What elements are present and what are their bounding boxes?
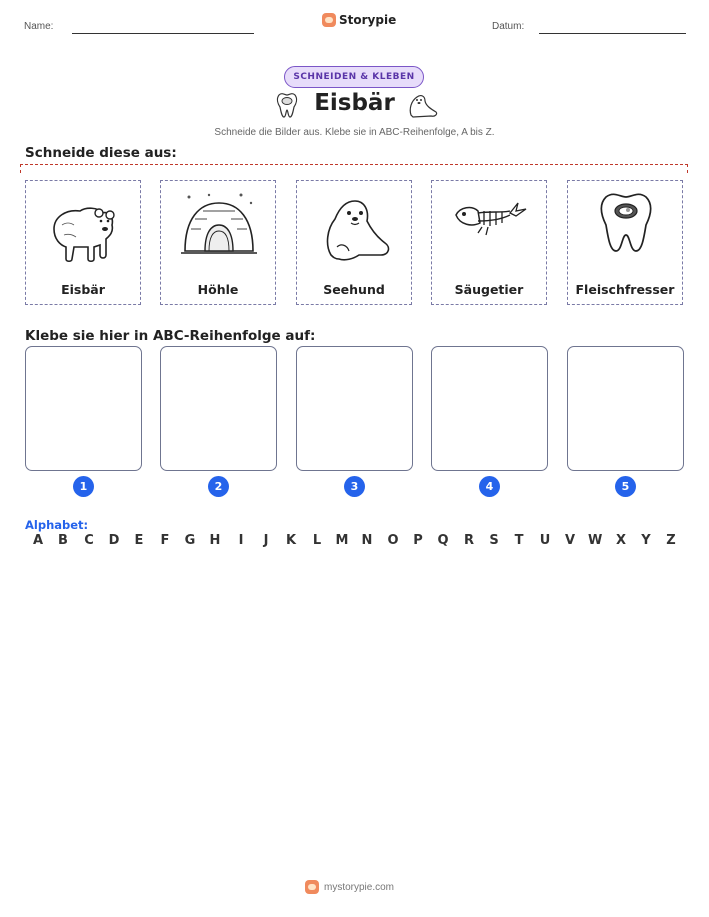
footer — [305, 880, 394, 894]
alphabet-letter: W — [588, 533, 603, 548]
tooth-meat-icon — [586, 189, 666, 269]
mascot-icon — [322, 13, 336, 27]
paste-box-2[interactable] — [160, 346, 277, 471]
alphabet-letter: L — [312, 533, 322, 548]
cut-card-fleischfresser[interactable] — [567, 180, 683, 305]
page-title: Eisbär — [314, 90, 395, 116]
alphabet-letter: X — [615, 533, 627, 548]
cut-card-label: Seehund — [323, 282, 385, 297]
whale-skeleton-icon — [450, 189, 530, 269]
alphabet-letter: G — [184, 533, 196, 548]
alphabet-letter: B — [58, 533, 68, 548]
alphabet-letter: A — [32, 533, 44, 548]
number-badge-2: 2 — [208, 476, 229, 497]
alphabet-letter: D — [108, 533, 120, 548]
footer-site: mystorypie.com — [324, 881, 395, 893]
alphabet-letter: S — [489, 533, 499, 548]
mascot-icon — [305, 880, 319, 894]
alphabet-letter: V — [564, 533, 576, 548]
brand-name: Storypie — [339, 13, 397, 27]
alphabet-letter: I — [238, 533, 244, 548]
number-badge-4: 4 — [479, 476, 500, 497]
paste-box-4[interactable] — [431, 346, 548, 471]
alphabet-letter: J — [263, 533, 269, 548]
name-line[interactable] — [72, 33, 254, 34]
cave-icon — [179, 189, 259, 269]
alphabet-letter: Z — [666, 533, 676, 548]
paste-box-5[interactable] — [567, 346, 684, 471]
alphabet-letter: U — [539, 533, 551, 548]
cut-card-hoehle[interactable] — [160, 180, 276, 305]
paste-section-heading: Klebe sie hier in ABC-Reihenfolge auf: — [25, 328, 316, 344]
polar-bear-icon — [44, 189, 124, 269]
cut-card-eisbaer[interactable] — [25, 180, 141, 305]
cut-card-label: Höhle — [197, 282, 239, 297]
date-line[interactable] — [539, 33, 686, 34]
alphabet-letter: E — [134, 533, 144, 548]
number-badge-3: 3 — [344, 476, 365, 497]
cut-card-saeugetier[interactable] — [431, 180, 547, 305]
alphabet-letter: R — [463, 533, 474, 548]
brand-logo — [322, 13, 396, 27]
alphabet-letter: H — [209, 533, 221, 548]
alphabet-row — [33, 533, 683, 551]
cut-section-heading: Schneide diese aus: — [25, 145, 177, 161]
alphabet-letter: F — [160, 533, 170, 548]
alphabet-letter: O — [387, 533, 399, 548]
date-label: Datum: — [492, 21, 525, 32]
alphabet-letter: C — [84, 533, 94, 548]
tooth-deco-icon — [274, 91, 300, 119]
cut-line — [20, 164, 688, 173]
seal-deco-icon — [405, 91, 439, 119]
seal-icon — [315, 189, 395, 269]
paste-box-3[interactable] — [296, 346, 413, 471]
name-label: Name: — [24, 21, 54, 32]
alphabet-letter: M — [335, 533, 349, 548]
paste-box-1[interactable] — [25, 346, 142, 471]
cut-card-label: Fleischfresser — [575, 282, 675, 297]
alphabet-letter: P — [413, 533, 423, 548]
alphabet-letter: K — [285, 533, 297, 548]
number-badge-5: 5 — [615, 476, 636, 497]
alphabet-letter: Q — [437, 533, 449, 548]
alphabet-letter: T — [514, 533, 524, 548]
cut-card-seehund[interactable] — [296, 180, 412, 305]
alphabet-letter: N — [361, 533, 373, 548]
activity-badge: SCHNEIDEN & KLEBEN — [284, 66, 424, 88]
cut-card-label: Säugetier — [454, 282, 524, 297]
instructions-text: Schneide die Bilder aus. Klebe sie in ABC-Reihenfolge, A bis Z. — [214, 127, 495, 138]
number-badge-1: 1 — [73, 476, 94, 497]
alphabet-label: Alphabet: — [25, 518, 89, 532]
alphabet-letter: Y — [641, 533, 651, 548]
cut-card-label: Eisbär — [61, 282, 105, 297]
